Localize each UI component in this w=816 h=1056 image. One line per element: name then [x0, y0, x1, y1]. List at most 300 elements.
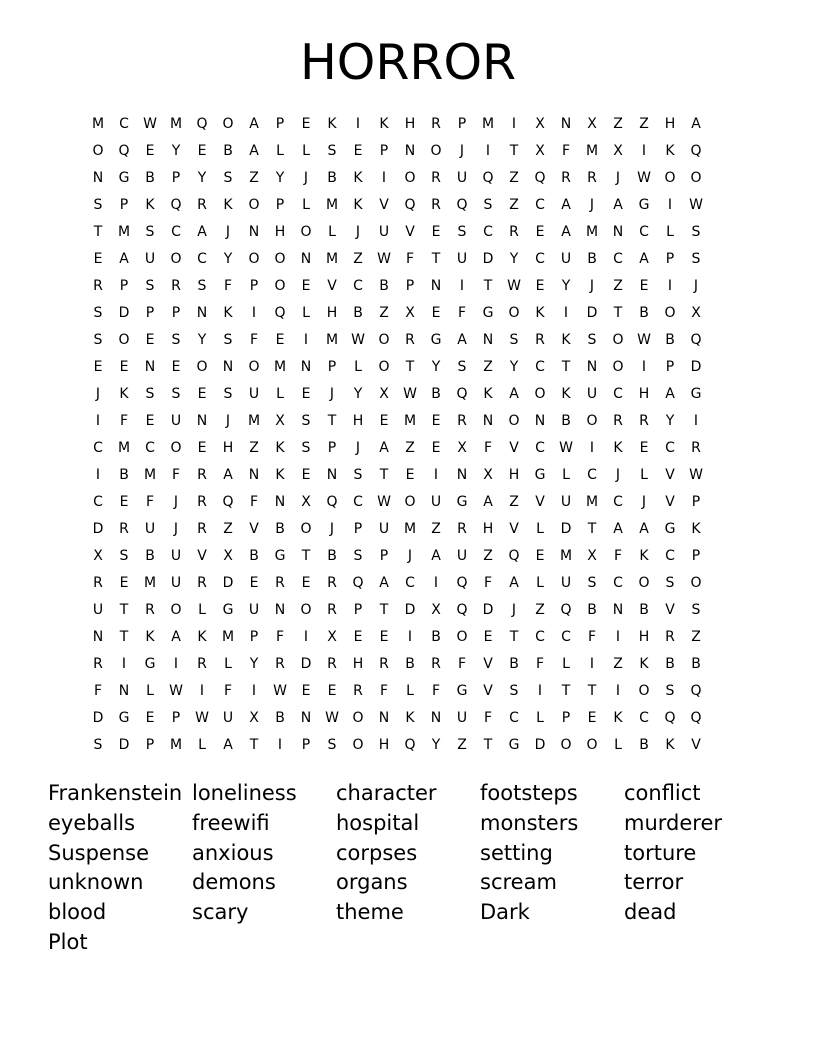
- grid-letter[interactable]: K: [561, 332, 571, 348]
- grid-letter[interactable]: X: [691, 305, 701, 321]
- grid-letter[interactable]: B: [509, 656, 519, 672]
- grid-letter[interactable]: K: [197, 629, 207, 645]
- grid-letter[interactable]: X: [457, 440, 467, 456]
- grid-letter[interactable]: S: [145, 224, 155, 240]
- grid-letter[interactable]: F: [587, 629, 597, 645]
- grid-letter[interactable]: E: [119, 494, 129, 510]
- grid-letter[interactable]: W: [325, 710, 339, 726]
- grid-letter[interactable]: T: [483, 737, 493, 753]
- grid-letter[interactable]: G: [222, 602, 234, 618]
- grid-letter[interactable]: W: [403, 386, 417, 402]
- grid-letter[interactable]: Y: [275, 170, 285, 186]
- grid-letter[interactable]: O: [92, 143, 104, 159]
- grid-letter[interactable]: F: [145, 494, 155, 510]
- grid-letter[interactable]: X: [301, 494, 311, 510]
- grid-letter[interactable]: F: [483, 575, 493, 591]
- grid-letter[interactable]: B: [665, 332, 675, 348]
- grid-letter[interactable]: R: [93, 575, 103, 591]
- grid-letter[interactable]: L: [276, 386, 284, 402]
- grid-letter[interactable]: E: [431, 224, 441, 240]
- grid-letter[interactable]: J: [329, 521, 335, 537]
- grid-letter[interactable]: D: [560, 521, 572, 537]
- grid-letter[interactable]: Q: [690, 143, 702, 159]
- grid-letter[interactable]: Q: [690, 710, 702, 726]
- grid-letter[interactable]: B: [431, 629, 441, 645]
- grid-letter[interactable]: S: [145, 386, 155, 402]
- grid-letter[interactable]: E: [249, 575, 259, 591]
- grid-letter[interactable]: T: [327, 413, 337, 429]
- grid-letter[interactable]: J: [693, 278, 699, 294]
- grid-letter[interactable]: D: [404, 602, 416, 618]
- grid-letter[interactable]: X: [587, 548, 597, 564]
- grid-letter[interactable]: Q: [456, 602, 468, 618]
- grid-letter[interactable]: S: [353, 467, 363, 483]
- grid-letter[interactable]: O: [170, 602, 182, 618]
- grid-letter[interactable]: C: [587, 467, 597, 483]
- grid-letter[interactable]: W: [637, 332, 651, 348]
- grid-letter[interactable]: H: [482, 521, 494, 537]
- grid-letter[interactable]: I: [355, 116, 361, 132]
- grid-letter[interactable]: X: [483, 467, 493, 483]
- grid-letter[interactable]: C: [535, 359, 545, 375]
- grid-letter[interactable]: E: [639, 278, 649, 294]
- grid-letter[interactable]: A: [691, 116, 701, 132]
- grid-letter[interactable]: R: [431, 116, 441, 132]
- grid-letter[interactable]: U: [92, 602, 104, 618]
- grid-letter[interactable]: I: [251, 305, 257, 321]
- grid-letter[interactable]: D: [92, 710, 104, 726]
- grid-letter[interactable]: Y: [561, 278, 571, 294]
- grid-letter[interactable]: L: [302, 305, 310, 321]
- grid-letter[interactable]: B: [145, 548, 155, 564]
- grid-letter[interactable]: C: [119, 116, 129, 132]
- grid-letter[interactable]: M: [585, 494, 599, 510]
- grid-letter[interactable]: O: [170, 440, 182, 456]
- grid-letter[interactable]: O: [196, 359, 208, 375]
- grid-letter[interactable]: Q: [534, 170, 546, 186]
- grid-letter[interactable]: B: [691, 656, 701, 672]
- grid-letter[interactable]: S: [691, 251, 701, 267]
- grid-letter[interactable]: F: [535, 656, 545, 672]
- grid-letter[interactable]: R: [561, 170, 571, 186]
- grid-letter[interactable]: P: [327, 440, 337, 456]
- grid-letter[interactable]: X: [275, 413, 285, 429]
- grid-letter[interactable]: C: [93, 440, 103, 456]
- grid-letter[interactable]: L: [536, 521, 544, 537]
- grid-letter[interactable]: O: [300, 224, 312, 240]
- grid-letter[interactable]: S: [197, 278, 207, 294]
- grid-letter[interactable]: N: [404, 143, 416, 159]
- grid-letter[interactable]: W: [377, 251, 391, 267]
- grid-letter[interactable]: D: [222, 575, 234, 591]
- grid-letter[interactable]: R: [197, 575, 207, 591]
- grid-letter[interactable]: W: [273, 683, 287, 699]
- grid-letter[interactable]: F: [93, 683, 103, 699]
- grid-letter[interactable]: J: [173, 521, 179, 537]
- grid-letter[interactable]: S: [327, 143, 337, 159]
- grid-letter[interactable]: E: [119, 575, 129, 591]
- grid-letter[interactable]: V: [379, 197, 389, 213]
- grid-letter[interactable]: X: [223, 548, 233, 564]
- grid-letter[interactable]: C: [483, 224, 493, 240]
- grid-letter[interactable]: P: [119, 197, 129, 213]
- grid-letter[interactable]: N: [300, 710, 312, 726]
- grid-letter[interactable]: T: [613, 305, 623, 321]
- grid-letter[interactable]: K: [613, 440, 623, 456]
- grid-letter[interactable]: M: [117, 224, 131, 240]
- grid-letter[interactable]: C: [197, 251, 207, 267]
- grid-letter[interactable]: H: [274, 224, 286, 240]
- grid-letter[interactable]: S: [587, 575, 597, 591]
- grid-letter[interactable]: J: [589, 278, 595, 294]
- grid-letter[interactable]: C: [509, 710, 519, 726]
- grid-letter[interactable]: M: [143, 575, 157, 591]
- grid-letter[interactable]: T: [301, 548, 311, 564]
- grid-letter[interactable]: I: [667, 278, 673, 294]
- grid-letter[interactable]: A: [379, 575, 389, 591]
- grid-letter[interactable]: I: [277, 737, 283, 753]
- grid-letter[interactable]: P: [145, 305, 155, 321]
- grid-letter[interactable]: E: [405, 467, 415, 483]
- grid-letter[interactable]: U: [378, 224, 390, 240]
- grid-letter[interactable]: L: [406, 683, 414, 699]
- grid-letter[interactable]: Z: [483, 359, 493, 375]
- grid-letter[interactable]: E: [301, 575, 311, 591]
- grid-letter[interactable]: A: [639, 521, 649, 537]
- grid-letter[interactable]: K: [405, 710, 415, 726]
- grid-letter[interactable]: I: [615, 629, 621, 645]
- grid-letter[interactable]: I: [511, 116, 517, 132]
- grid-letter[interactable]: A: [249, 143, 259, 159]
- grid-letter[interactable]: I: [589, 440, 595, 456]
- grid-letter[interactable]: S: [223, 170, 233, 186]
- grid-letter[interactable]: A: [431, 548, 441, 564]
- grid-letter[interactable]: N: [92, 629, 104, 645]
- grid-letter[interactable]: O: [248, 359, 260, 375]
- grid-letter[interactable]: A: [665, 386, 675, 402]
- grid-letter[interactable]: G: [664, 521, 676, 537]
- grid-letter[interactable]: E: [301, 467, 311, 483]
- grid-letter[interactable]: E: [379, 629, 389, 645]
- grid-letter[interactable]: V: [483, 656, 493, 672]
- grid-letter[interactable]: V: [535, 494, 545, 510]
- grid-letter[interactable]: N: [430, 278, 442, 294]
- grid-letter[interactable]: S: [457, 224, 467, 240]
- grid-letter[interactable]: O: [378, 332, 390, 348]
- grid-letter[interactable]: O: [118, 332, 130, 348]
- grid-letter[interactable]: A: [249, 116, 259, 132]
- grid-letter[interactable]: O: [456, 629, 468, 645]
- grid-letter[interactable]: M: [585, 143, 599, 159]
- grid-letter[interactable]: E: [535, 224, 545, 240]
- grid-letter[interactable]: B: [119, 467, 129, 483]
- grid-letter[interactable]: Z: [223, 521, 233, 537]
- grid-letter[interactable]: O: [690, 575, 702, 591]
- grid-letter[interactable]: W: [195, 710, 209, 726]
- grid-letter[interactable]: K: [353, 170, 363, 186]
- grid-letter[interactable]: C: [613, 575, 623, 591]
- grid-letter[interactable]: J: [95, 386, 101, 402]
- grid-letter[interactable]: H: [638, 629, 650, 645]
- grid-letter[interactable]: P: [171, 710, 181, 726]
- grid-letter[interactable]: A: [509, 575, 519, 591]
- grid-letter[interactable]: Q: [352, 575, 364, 591]
- grid-letter[interactable]: K: [613, 710, 623, 726]
- grid-letter[interactable]: T: [379, 467, 389, 483]
- grid-letter[interactable]: Z: [457, 737, 467, 753]
- grid-letter[interactable]: O: [664, 305, 676, 321]
- grid-letter[interactable]: S: [93, 197, 103, 213]
- grid-letter[interactable]: H: [378, 737, 390, 753]
- grid-letter[interactable]: R: [275, 575, 285, 591]
- grid-letter[interactable]: V: [405, 224, 415, 240]
- grid-letter[interactable]: B: [639, 305, 649, 321]
- grid-letter[interactable]: F: [561, 143, 571, 159]
- grid-letter[interactable]: X: [535, 143, 545, 159]
- grid-letter[interactable]: W: [507, 278, 521, 294]
- grid-letter[interactable]: A: [171, 629, 181, 645]
- grid-letter[interactable]: O: [508, 305, 520, 321]
- grid-letter[interactable]: Q: [690, 683, 702, 699]
- grid-letter[interactable]: E: [145, 710, 155, 726]
- grid-letter[interactable]: K: [561, 386, 571, 402]
- grid-letter[interactable]: Y: [509, 359, 519, 375]
- grid-letter[interactable]: S: [93, 305, 103, 321]
- grid-letter[interactable]: I: [251, 683, 257, 699]
- grid-letter[interactable]: Z: [613, 656, 623, 672]
- grid-letter[interactable]: A: [119, 251, 129, 267]
- grid-letter[interactable]: Z: [509, 494, 519, 510]
- grid-letter[interactable]: S: [223, 332, 233, 348]
- grid-letter[interactable]: N: [248, 224, 260, 240]
- grid-letter[interactable]: R: [509, 224, 519, 240]
- grid-letter[interactable]: P: [691, 548, 701, 564]
- grid-letter[interactable]: S: [301, 413, 311, 429]
- grid-letter[interactable]: J: [355, 224, 361, 240]
- grid-letter[interactable]: W: [689, 197, 703, 213]
- grid-letter[interactable]: L: [536, 575, 544, 591]
- grid-letter[interactable]: L: [198, 602, 206, 618]
- grid-letter[interactable]: L: [302, 197, 310, 213]
- grid-letter[interactable]: A: [639, 251, 649, 267]
- grid-letter[interactable]: J: [589, 197, 595, 213]
- grid-letter[interactable]: R: [275, 656, 285, 672]
- grid-letter[interactable]: A: [509, 386, 519, 402]
- grid-letter[interactable]: E: [171, 359, 181, 375]
- grid-letter[interactable]: Q: [456, 386, 468, 402]
- grid-letter[interactable]: D: [482, 602, 494, 618]
- grid-letter[interactable]: E: [145, 332, 155, 348]
- grid-letter[interactable]: K: [665, 143, 675, 159]
- grid-letter[interactable]: U: [456, 548, 468, 564]
- grid-letter[interactable]: S: [223, 386, 233, 402]
- grid-letter[interactable]: O: [170, 251, 182, 267]
- grid-letter[interactable]: O: [274, 278, 286, 294]
- grid-letter[interactable]: N: [118, 683, 130, 699]
- grid-letter[interactable]: C: [665, 548, 675, 564]
- grid-letter[interactable]: H: [508, 467, 520, 483]
- grid-letter[interactable]: Q: [118, 143, 130, 159]
- grid-letter[interactable]: B: [353, 305, 363, 321]
- grid-letter[interactable]: R: [639, 413, 649, 429]
- grid-letter[interactable]: O: [508, 413, 520, 429]
- grid-letter[interactable]: C: [145, 440, 155, 456]
- grid-letter[interactable]: V: [665, 602, 675, 618]
- grid-letter[interactable]: K: [379, 116, 389, 132]
- grid-letter[interactable]: S: [457, 359, 467, 375]
- grid-letter[interactable]: I: [459, 278, 465, 294]
- grid-letter[interactable]: M: [325, 251, 339, 267]
- grid-letter[interactable]: Z: [249, 440, 259, 456]
- grid-letter[interactable]: Q: [196, 116, 208, 132]
- grid-letter[interactable]: R: [405, 332, 415, 348]
- grid-letter[interactable]: Y: [197, 332, 207, 348]
- grid-letter[interactable]: R: [119, 521, 129, 537]
- grid-letter[interactable]: J: [173, 494, 179, 510]
- grid-letter[interactable]: P: [145, 737, 155, 753]
- grid-letter[interactable]: R: [327, 602, 337, 618]
- grid-letter[interactable]: R: [431, 656, 441, 672]
- grid-letter[interactable]: T: [379, 602, 389, 618]
- grid-letter[interactable]: V: [665, 494, 675, 510]
- grid-letter[interactable]: O: [638, 575, 650, 591]
- grid-letter[interactable]: G: [456, 683, 468, 699]
- grid-letter[interactable]: G: [144, 656, 156, 672]
- grid-letter[interactable]: P: [327, 359, 337, 375]
- grid-letter[interactable]: M: [91, 116, 105, 132]
- grid-letter[interactable]: R: [379, 656, 389, 672]
- grid-letter[interactable]: C: [405, 575, 415, 591]
- grid-letter[interactable]: H: [352, 656, 364, 672]
- grid-letter[interactable]: A: [223, 737, 233, 753]
- grid-letter[interactable]: G: [430, 332, 442, 348]
- grid-letter[interactable]: I: [537, 683, 543, 699]
- grid-letter[interactable]: E: [275, 332, 285, 348]
- grid-letter[interactable]: F: [249, 332, 259, 348]
- grid-letter[interactable]: M: [325, 332, 339, 348]
- grid-letter[interactable]: Q: [456, 197, 468, 213]
- grid-letter[interactable]: X: [249, 710, 259, 726]
- grid-letter[interactable]: W: [143, 116, 157, 132]
- grid-letter[interactable]: T: [405, 359, 415, 375]
- grid-letter[interactable]: B: [275, 521, 285, 537]
- grid-letter[interactable]: N: [326, 467, 338, 483]
- grid-letter[interactable]: Y: [509, 251, 519, 267]
- grid-letter[interactable]: N: [612, 224, 624, 240]
- grid-letter[interactable]: B: [327, 170, 337, 186]
- grid-letter[interactable]: L: [146, 683, 154, 699]
- grid-letter[interactable]: L: [640, 467, 648, 483]
- grid-letter[interactable]: X: [379, 386, 389, 402]
- grid-letter[interactable]: K: [119, 386, 129, 402]
- grid-letter[interactable]: A: [561, 197, 571, 213]
- grid-letter[interactable]: Y: [197, 170, 207, 186]
- grid-letter[interactable]: D: [534, 737, 546, 753]
- grid-letter[interactable]: S: [327, 737, 337, 753]
- grid-letter[interactable]: E: [119, 359, 129, 375]
- grid-letter[interactable]: P: [301, 737, 311, 753]
- grid-letter[interactable]: A: [613, 197, 623, 213]
- grid-letter[interactable]: E: [197, 143, 207, 159]
- grid-letter[interactable]: G: [456, 494, 468, 510]
- grid-letter[interactable]: F: [457, 656, 467, 672]
- grid-letter[interactable]: I: [641, 359, 647, 375]
- grid-letter[interactable]: A: [561, 224, 571, 240]
- grid-letter[interactable]: C: [613, 494, 623, 510]
- grid-letter[interactable]: E: [301, 683, 311, 699]
- grid-letter[interactable]: Z: [353, 251, 363, 267]
- grid-letter[interactable]: Z: [249, 170, 259, 186]
- grid-letter[interactable]: A: [197, 224, 207, 240]
- grid-letter[interactable]: F: [483, 440, 493, 456]
- grid-letter[interactable]: F: [275, 629, 285, 645]
- grid-letter[interactable]: C: [561, 629, 571, 645]
- grid-letter[interactable]: I: [95, 413, 101, 429]
- grid-letter[interactable]: P: [561, 710, 571, 726]
- grid-letter[interactable]: E: [145, 413, 155, 429]
- grid-letter[interactable]: J: [225, 413, 231, 429]
- grid-letter[interactable]: R: [327, 656, 337, 672]
- grid-letter[interactable]: K: [535, 305, 545, 321]
- grid-letter[interactable]: P: [457, 116, 467, 132]
- grid-letter[interactable]: U: [170, 548, 182, 564]
- grid-letter[interactable]: G: [638, 197, 650, 213]
- grid-letter[interactable]: Q: [664, 710, 676, 726]
- grid-letter[interactable]: O: [612, 332, 624, 348]
- grid-letter[interactable]: E: [145, 143, 155, 159]
- grid-letter[interactable]: C: [353, 494, 363, 510]
- grid-letter[interactable]: D: [92, 521, 104, 537]
- grid-letter[interactable]: B: [249, 548, 259, 564]
- grid-letter[interactable]: U: [430, 494, 442, 510]
- grid-letter[interactable]: B: [639, 602, 649, 618]
- grid-letter[interactable]: I: [199, 683, 205, 699]
- grid-letter[interactable]: Q: [456, 575, 468, 591]
- grid-letter[interactable]: M: [247, 413, 261, 429]
- grid-letter[interactable]: U: [560, 251, 572, 267]
- grid-letter[interactable]: B: [379, 278, 389, 294]
- grid-letter[interactable]: X: [405, 305, 415, 321]
- grid-letter[interactable]: Z: [509, 197, 519, 213]
- grid-letter[interactable]: U: [248, 386, 260, 402]
- grid-letter[interactable]: S: [665, 683, 675, 699]
- grid-letter[interactable]: C: [639, 224, 649, 240]
- grid-letter[interactable]: L: [276, 143, 284, 159]
- grid-letter[interactable]: W: [689, 467, 703, 483]
- grid-letter[interactable]: E: [197, 440, 207, 456]
- grid-letter[interactable]: Y: [353, 386, 363, 402]
- grid-letter[interactable]: O: [274, 251, 286, 267]
- grid-letter[interactable]: K: [639, 548, 649, 564]
- grid-letter[interactable]: O: [222, 116, 234, 132]
- grid-letter[interactable]: T: [93, 224, 103, 240]
- grid-letter[interactable]: S: [171, 386, 181, 402]
- grid-letter[interactable]: I: [589, 656, 595, 672]
- grid-letter[interactable]: J: [641, 494, 647, 510]
- grid-letter[interactable]: M: [221, 629, 235, 645]
- grid-letter[interactable]: Z: [431, 521, 441, 537]
- grid-letter[interactable]: E: [587, 710, 597, 726]
- grid-letter[interactable]: U: [586, 386, 598, 402]
- grid-letter[interactable]: E: [535, 548, 545, 564]
- grid-letter[interactable]: F: [379, 683, 389, 699]
- grid-letter[interactable]: P: [171, 170, 181, 186]
- grid-letter[interactable]: N: [300, 251, 312, 267]
- grid-letter[interactable]: V: [691, 737, 701, 753]
- grid-letter[interactable]: X: [535, 116, 545, 132]
- grid-letter[interactable]: R: [171, 278, 181, 294]
- grid-letter[interactable]: Z: [509, 170, 519, 186]
